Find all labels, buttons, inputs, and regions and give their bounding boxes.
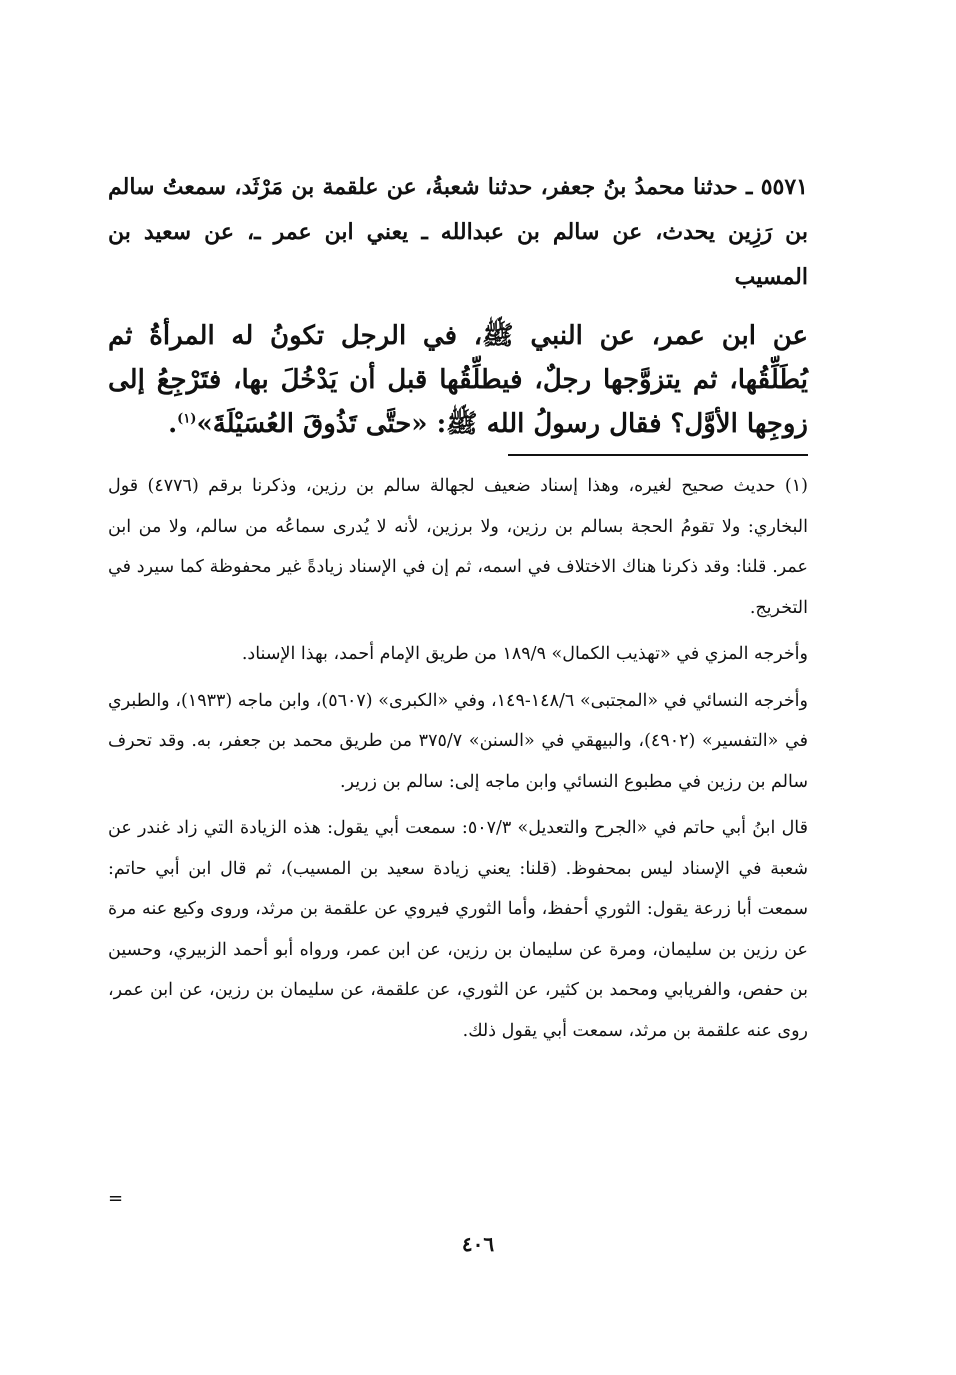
footnote-abi-hatim: قال ابنُ أبي حاتم في «الجرح والتعديل» ٥٠٧/٣: سمعت أبي يقول: هذه الزيادة التي زاد غندر عن شعبة في الإسناد ليس بمحفوظ. (قلنا: يعني زيادة سعيد بن المسيب)، ثم قال ابن أبي حاتم: سمعت أبا زرعة يقول: الثوري أحفظ، وأما الثوري فيروي عن علقمة بن مرثد، وروى وكيع عنه مرة عن رزين بن سليمان، ومرة عن سليمان بن رزين، عن ابن عمر، ورواه أبو أحمد الزبيري، وحسين بن حفص، والفريابي ومحمد بن كثير، عن الثوري، عن علقمة، عن سليمان بن رزين، عن ابن عمر، روى عنه علقمة بن مرثد، سمعت أبي يقول ذلك. [108, 818, 808, 1041]
hadith-isnad: ٥٥٧١ ـ حدثنا محمدُ بنُ جعفر، حدثنا شعبةُ، عن علقمة بن مَرْثَد، سمعتُ سالم بن رَزِين يحدث، عن سالم بن عبدالله ـ يعني ابن عمر ـ، عن سعيد بن المسيب [108, 174, 808, 290]
hadith-end: . [168, 409, 178, 439]
page-body [108, 165, 808, 1057]
page-number: ٤٠٦ [461, 1232, 495, 1256]
footnote-1: (١) حديث صحيح لغيره، وهذا إسناد ضعيف لجهالة سالم بن رزين، وذكرنا برقم (٤٧٧٦) قول البخاري: ولا تقومُ الحجة بسالم بن رزين، ولا برزين، لأنه لا يُدرى سماعُه من سالم، ولا من ابن عمر. قلنا: وقد ذكرنا هناك الاختلاف في اسمه، ثم إن في الإسناد زيادةً غير محفوظة كما سيرد في التخريج. [108, 476, 808, 618]
hadith-matn-text: عن ابن عمر، عن النبي ﷺ، في الرجل تكونُ له المرأةُ ثم يُطَلِّقُها، ثم يتزوَّجها رجلٌ، فيطلِّقُها قبل أن يَدْخُلَ بها، فتَرْجِعُ إلى زوجِها الأوَّل؟ فقال رسولُ الله ﷺ: «حتَّى تَذُوقَ العُسَيْلَةَ» [108, 321, 808, 439]
continued-mark: = [108, 1188, 124, 1209]
footnote-mizzi: وأخرجه المزي في «تهذيب الكمال» ١٨٩/٩ من طريق الإمام أحمد، بهذا الإسناد. [241, 644, 808, 664]
footnote-nasai: وأخرجه النسائي في «المجتبى» ١٤٨/٦-١٤٩، وفي «الكبرى» (٥٦٠٧)، وابن ماجه (١٩٣٣)، والطبري في «التفسير» (٤٩٠٢)، والبيهقي في «السنن» ٣٧٥/٧ من طريق محمد بن جعفر، به. وقد تحرف سالم بن رزين في مطبوع النسائي وابن ماجه إلى: سالم بن زرير. [108, 690, 808, 792]
hadith-matn [108, 314, 808, 446]
footnote-marker: (١) [177, 411, 197, 427]
footnote-separator [508, 454, 808, 456]
